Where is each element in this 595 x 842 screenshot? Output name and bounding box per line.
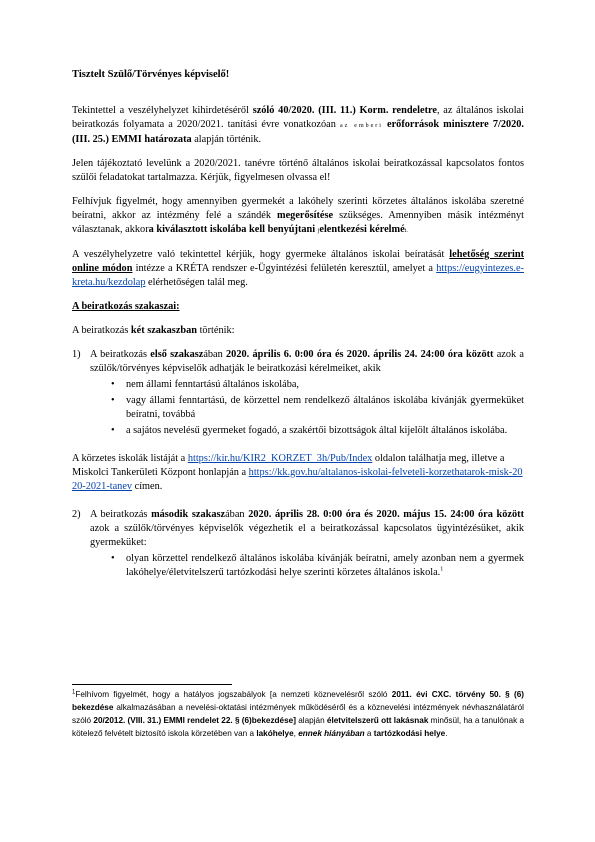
small-text: j (317, 228, 320, 234)
section-heading: A beiratkozás szakaszai: (72, 301, 180, 312)
phase-one (72, 348, 524, 438)
bold-text: életvitelszerű ott lakásnak (326, 716, 429, 725)
text: címen. (132, 481, 163, 492)
small-text: t. (404, 228, 408, 234)
text: azok a szülők/törvényes képviselők adhatják le beiratkozási kérelmeiket, akik (90, 349, 525, 374)
phase-one-text (90, 348, 524, 376)
phase-one-list (90, 378, 524, 438)
text: , az általános iskolai beiratkozás folyamata a 2020/2021. tanítási évre vonatkozóan (72, 105, 524, 130)
text: alapján (295, 716, 327, 725)
text: minősül, ha a tanulónak a kötelező felvételt biztosító iskola körzetében van a (72, 716, 525, 738)
text: elérhetőségen talál meg. (145, 277, 248, 288)
phase-two-text (90, 508, 524, 550)
text: Tekintettel a veszélyhelyzet kihirdetéséről (72, 105, 253, 116)
text: A veszélyhelyzetre való tekintettel kérjük, hogy gyermeke általános iskolai beíratását (72, 249, 450, 260)
bold-text: tartózkodási helye (373, 729, 446, 738)
text: azok a szülők/törvényes képviselők végezhetik el a beiratkozással kapcsolatos ügyintézésüket, akik gyermeküket: (90, 523, 524, 548)
greeting: Tisztelt Szülő/Törvényes képviselő! (72, 69, 230, 80)
text: oldalon találhatja meg, illetve a Miskolci Tankerületi Központ honlapján a (72, 453, 505, 478)
text: Felhívjuk figyelmét, hogy amennyiben gyermekét a lakóhely szerinti körzetes általános iskolába szeretné beíratni, akkor az intézmény felé a szándék (72, 196, 524, 221)
text: , (293, 729, 299, 738)
list-number: 1) (72, 349, 81, 360)
bold-text: lakóhelye (256, 729, 294, 738)
bold-italic-text: ennek hiányában (298, 729, 365, 738)
text: történik: (197, 325, 235, 336)
text: alkalmazásában a nevelési-oktatási intézmények működéséről és a köznevelési intézmények névhasználatáról szóló (72, 703, 524, 725)
bullet-icon: • (111, 425, 115, 436)
bold-text: 20/2012. (VIII. 31.) EMMI rendelet 22. § (6)bekezdése] (93, 716, 296, 725)
list-item (112, 394, 524, 422)
letter-body (72, 68, 524, 580)
bold-text: 2011. évi CXC. törvény 50. § (6) bekezdése (72, 690, 524, 712)
text: ában (225, 509, 249, 520)
bold-underlined-text: lehetőség szerint online módon (72, 249, 524, 274)
intro-paragraph (72, 104, 524, 147)
school-list-paragraph (72, 452, 524, 494)
two-phase-paragraph (72, 324, 524, 338)
bullet-icon: • (111, 553, 115, 564)
bold-text: két szakaszban (130, 325, 197, 336)
text: . (445, 729, 448, 738)
text: A beiratkozás (90, 349, 151, 360)
small-text: az emberi (339, 123, 383, 129)
text: A beiratkozás (90, 509, 152, 520)
text: ában (203, 349, 227, 360)
kreta-link[interactable]: https://eugyintezes.e-kreta.hu/kezdolap (72, 263, 524, 288)
bullet-icon: • (111, 379, 115, 390)
footnote-reference[interactable]: 1 (440, 566, 444, 573)
text: szükséges. Amennyiben másik intézményt választanak, akkor (72, 210, 524, 235)
text: a (364, 729, 374, 738)
bold-text: szakasz (191, 509, 226, 520)
list-number: 2) (72, 509, 81, 520)
ministry-decision: erőforrások minisztere 7/2020. (III. 25.) EMMI határozata (72, 119, 524, 145)
text: alapján történik. (191, 134, 262, 145)
bold-text: elentkezési kérelmé (319, 224, 405, 235)
kir-link[interactable]: https://kir.hu/KIR2_KORZET_3h/Pub/Index (187, 453, 373, 464)
list-item-text: olyan körzettel rendelkező általános iskolába kívánják beíratni, amely azonban nem a gyermek lakóhelye/életvitelszerű tartózkodási helye szerinti körzetes általános iskola. (126, 553, 524, 578)
text: A beiratkozás (72, 325, 131, 336)
list-item (112, 424, 524, 438)
text: Felhívom figyelmét, hogy a hatályos jogszabályok [a nemzeti köznevelésről szóló (75, 690, 392, 699)
tankerulet-link[interactable]: https://kk.gov.hu/altalanos-iskolai-felveteli-korzethatarok-misk-2020-2021-tanev (72, 467, 523, 492)
bold-text: megerősítése (277, 210, 334, 221)
phase-two (72, 508, 524, 580)
info-paragraph: Jelen tájékoztató levelünk a 2020/2021. tanévre történő általános iskolai beiratkozással kapcsolatos fontos szülői feladatokat tartalmazza. Kérjük, figyelmesen olvassa el! (72, 158, 524, 183)
footnote-separator (72, 684, 232, 685)
list-item-text: nem állami fenntartású általános iskolába, (126, 379, 299, 390)
footnote (72, 688, 524, 740)
date-range: 2020. április 28. 0:00 óra és 2020. május 15. 24:00 óra között (248, 509, 525, 520)
footnote-number: 1 (72, 689, 76, 696)
bold-text: szakasz (170, 349, 204, 360)
bold-text: a kiválasztott iskolába kell benyújtani (148, 224, 316, 235)
phase-two-list (90, 552, 524, 580)
list-item (112, 378, 524, 392)
text: intézze a KRÉTA rendszer e-Ügyintézési felületén keresztül, amelyet a (132, 263, 437, 274)
online-paragraph (72, 248, 524, 290)
bold-text: első (150, 349, 167, 360)
confirmation-paragraph (72, 195, 524, 238)
list-item-text: vagy állami fenntartású, de körzettel nem rendelkező általános iskolába kívánják gyermeküket beíratni, továbbá (126, 395, 524, 420)
bold-text: második (151, 509, 189, 520)
date-range: 2020. április 6. 0:00 óra és 2020. április 24. 24:00 óra között (226, 349, 494, 360)
list-item (112, 552, 524, 580)
bullet-icon: • (111, 395, 115, 406)
list-item-text: a sajátos nevelésű gyermeket fogadó, a szakértői bizottságok által kijelölt általános iskolába. (126, 425, 508, 436)
decree-reference: szóló 40/2020. (III. 11.) Korm. rendeletre (252, 105, 437, 116)
text: A körzetes iskolák listáját a (72, 453, 188, 464)
